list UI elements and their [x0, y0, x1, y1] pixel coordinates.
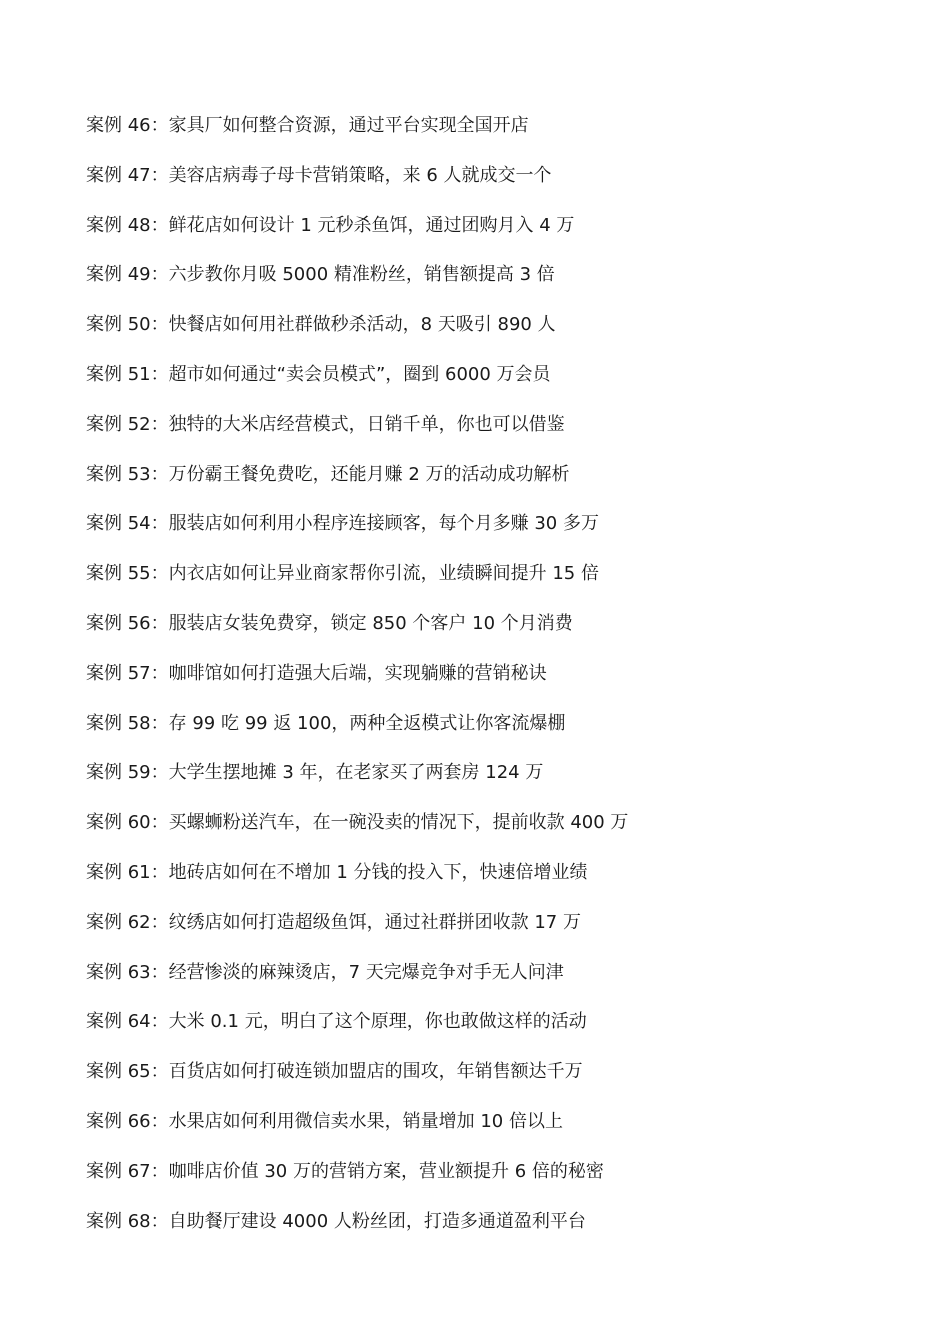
case-item-56: 案例 56：服装店女装免费穿，锁定 850 个客户 10 个月消费 [86, 612, 573, 634]
case-item-60: 案例 60：买螺蛳粉送汽车，在一碗没卖的情况下，提前收款 400 万 [86, 812, 629, 834]
case-item-63: 案例 63：经营惨淡的麻辣烫店，7 天完爆竞争对手无人问津 [86, 961, 564, 983]
case-item-68: 案例 68：自助餐厅建设 4000 人粉丝团，打造多通道盈利平台 [86, 1210, 586, 1232]
case-item-61: 案例 61：地砖店如何在不增加 1 分钱的投入下，快速倍增业绩 [86, 861, 588, 883]
case-item-57: 案例 57：咖啡馆如何打造强大后端，实现躺赚的营销秘诀 [86, 662, 547, 684]
case-item-51: 案例 51：超市如何通过“卖会员模式”，圈到 6000 万会员 [86, 363, 551, 385]
case-item-47: 案例 47：美容店病毒子母卡营销策略，来 6 人就成交一个 [86, 164, 552, 186]
case-item-58: 案例 58：存 99 吃 99 返 100，两种全返模式让你客流爆棚 [86, 712, 566, 734]
case-item-62: 案例 62：纹绣店如何打造超级鱼饵，通过社群拼团收款 17 万 [86, 911, 581, 933]
case-item-48: 案例 48：鲜花店如何设计 1 元秒杀鱼饵，通过团购月入 4 万 [86, 214, 575, 236]
case-item-66: 案例 66：水果店如何利用微信卖水果，销量增加 10 倍以上 [86, 1110, 563, 1132]
case-item-46: 案例 46：家具厂如何整合资源，通过平台实现全国开店 [86, 115, 529, 136]
case-item-50: 案例 50：快餐店如何用社群做秒杀活动，8 天吸引 890 人 [86, 314, 556, 336]
case-item-64: 案例 64：大米 0.1 元，明白了这个原理，你也敢做这样的活动 [86, 1011, 587, 1033]
case-item-54: 案例 54：服装店如何利用小程序连接顾客，每个月多赚 30 多万 [86, 513, 599, 535]
case-item-65: 案例 65：百货店如何打破连锁加盟店的围攻，年销售额达千万 [86, 1061, 583, 1083]
case-list [86, 108, 886, 1253]
case-item-52: 案例 52：独特的大米店经营模式，日销千单，你也可以借鉴 [86, 413, 565, 435]
case-item-49: 案例 49：六步教你月吸 5000 精准粉丝，销售额提高 3 倍 [86, 264, 555, 286]
case-item-53: 案例 53：万份霸王餐免费吃，还能月赚 2 万的活动成功解析 [86, 463, 570, 485]
case-item-59: 案例 59：大学生摆地摊 3 年，在老家买了两套房 124 万 [86, 762, 544, 784]
case-item-55: 案例 55：内衣店如何让异业商家帮你引流，业绩瞬间提升 15 倍 [86, 563, 599, 585]
case-item-67: 案例 67：咖啡店价值 30 万的营销方案，营业额提升 6 倍的秘密 [86, 1160, 604, 1182]
